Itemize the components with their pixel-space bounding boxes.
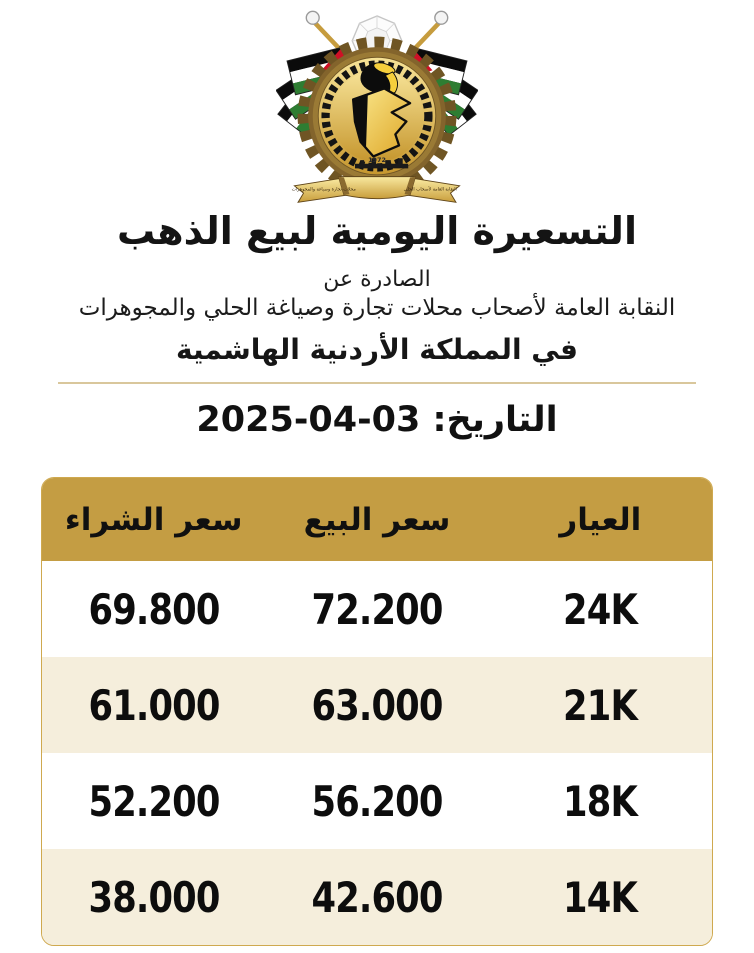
karat-value: 18K [563, 776, 638, 826]
date-line [0, 400, 754, 440]
karat-cell [489, 873, 712, 922]
sell-price-value: 42.600 [311, 872, 443, 922]
table-header-row [42, 478, 712, 561]
sell-price-value: 56.200 [311, 776, 443, 826]
sell-price-value: 63.000 [311, 680, 443, 730]
table-row [42, 561, 712, 657]
karat-value: 14K [563, 872, 638, 922]
founding-year: 1972 [368, 155, 386, 164]
date-value: 03-04-2025 [196, 400, 421, 441]
table-row [42, 849, 712, 945]
banner-right-text: النقابة العامة لأصحاب الحلي [403, 187, 457, 193]
date-label: التاريخ: [432, 400, 558, 441]
syndicate-name-line: النقابة العامة لأصحاب محلات تجارة وصياغة الحلي والمجوهرات [78, 295, 676, 322]
banner-left-text: محلات تجارة وصياغة والمجوهرات [291, 187, 356, 193]
column-header-sell: سعر البيع [303, 501, 451, 538]
sell-price-cell [265, 777, 488, 826]
syndicate-logo [0, 0, 754, 206]
gold-price-table [41, 477, 713, 946]
column-header-buy: سعر الشراء [64, 501, 243, 538]
divider [58, 382, 696, 384]
page-title: التسعيرة اليومية لبيع الذهب [117, 209, 637, 253]
syndicate-emblem-icon [276, 4, 478, 206]
karat-value: 21K [563, 680, 638, 730]
karat-cell [489, 585, 712, 634]
buy-price-value: 52.200 [88, 776, 220, 826]
table-row [42, 657, 712, 753]
buy-price-cell [42, 873, 265, 922]
buy-price-value: 69.800 [88, 584, 220, 634]
buy-price-cell [42, 681, 265, 730]
buy-price-cell [42, 585, 265, 634]
buy-price-cell [42, 777, 265, 826]
buy-price-value: 61.000 [88, 680, 220, 730]
karat-cell [489, 777, 712, 826]
column-header-karat: العيار [559, 501, 642, 538]
karat-value: 24K [563, 584, 638, 634]
sell-price-cell [265, 585, 488, 634]
table-row [42, 753, 712, 849]
karat-cell [489, 681, 712, 730]
buy-price-value: 38.000 [88, 872, 220, 922]
ribbon-banner-icon [292, 177, 460, 203]
issued-by-line: الصادرة عن [323, 266, 431, 292]
sell-price-cell [265, 681, 488, 730]
kingdom-line: في المملكة الأردنية الهاشمية [176, 333, 578, 367]
sell-price-value: 72.200 [311, 584, 443, 634]
sell-price-cell [265, 873, 488, 922]
